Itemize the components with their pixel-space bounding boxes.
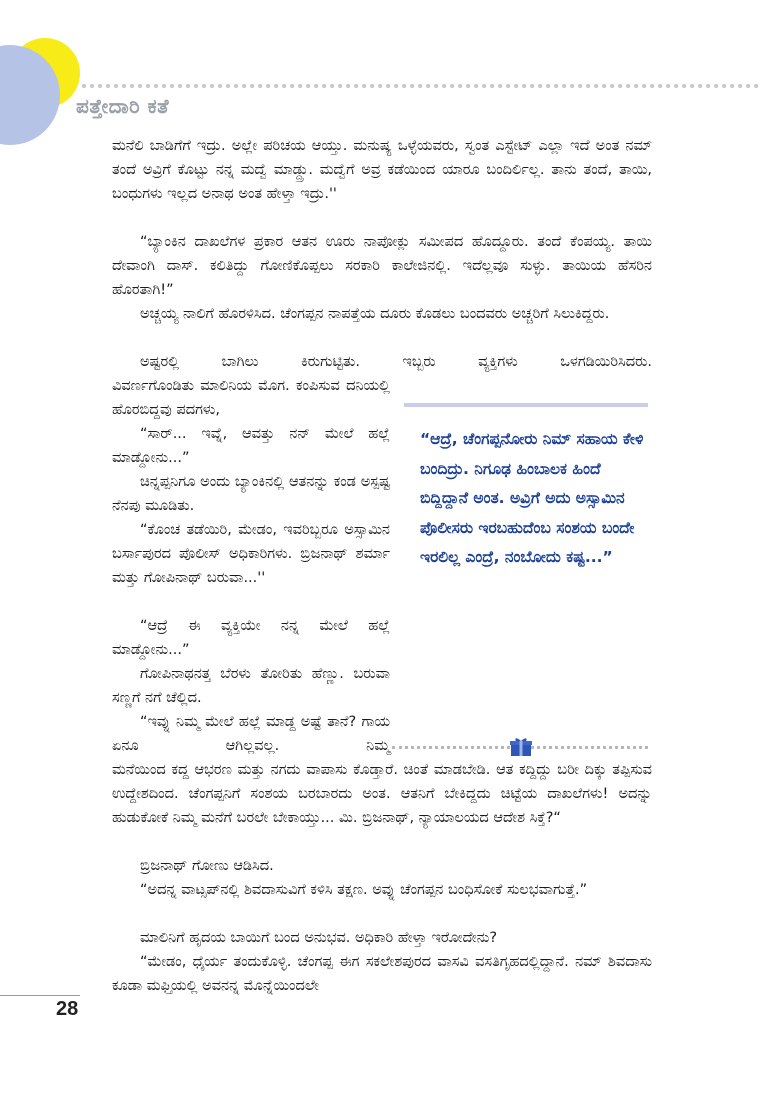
gift-icon [510, 737, 532, 757]
paragraph-6: “ಸಾರ್... ಇವ್ನೆ, ಆವತ್ತು ನನ್ ಮೇಲೆ ಹಲ್ಲೆ ಮಾಡ್ದೋನು...” [112, 426, 390, 466]
page-number: 28 [56, 998, 79, 1020]
paragraph-12: ಮನೆಯಿಂದ ಕದ್ದ ಆಭರಣ ಮತ್ತು ನಗದು ವಾಪಾಸು ಕೊಡ್ತಾರೆ. ಚಿಂತೆ ಮಾಡಬೇಡಿ. ಆತ ಕದ್ದಿದ್ದು ಬರೀ ದಿಕ್ಕು ತಪ್ಪಿಸುವ ಉದ್ದೇಶದಿಂದ. ಚೆಂಗಪ್ಪನಿಗೆ ಸಂಶಯ ಬರಬಾರದು ಅಂತ. ಆತನಿಗೆ ಬೇಕಿದ್ದದು ಚಿಟ್ಟೆಯ ದಾಖಲೆಗಳು! ಅದನ್ನು ಹುಡುಕೋಕೆ ನಿಮ್ಮ ಮನೆಗೆ ಬರಲೇ ಬೇಕಾಯ್ತು... ಮಿ. ಬ್ರಿಜನಾಥ್, ನ್ಯಾಯಾಲಯದ ಆದೇಶ ಸಿಕ್ತೆ?“ [112, 762, 652, 826]
pull-quote: “ಆದ್ರೆ, ಚೆಂಗಪ್ಪನೋರು ನಿಮ್ ಸಹಾಯ ಕೇಳಿ ಬಂದಿದ್ರು. ನಿಗೂಢ ಹಿಂಬಾಲಕ ಹಿಂದೆ ಬಿದ್ದಿದ್ದಾನೆ ಅಂತ. ಅವ್ರಿಗೆ ಅದು ಅಸ್ಸಾಮಿನ ಪೊಲೀಸರು ಇರಬಹುದೆಂಬ ಸಂಶಯ ಬಂದೇ ಇರಲಿಲ್ಲ ಎಂದ್ರೆ, ನಂಬೋದು ಕಷ್ಟ...” [420, 430, 644, 566]
paragraph-5: ವಿವರ್ಣಗೊಂಡಿತು ಮಾಲಿನಿಯ ಮೊಗ. ಕಂಪಿಸುವ ದನಿಯಲ್ಲಿ ಹೊರಬಿದ್ದವು ಪದಗಳು, [112, 378, 390, 418]
paragraph-10: ಗೋಪಿನಾಥನತ್ತ ಬೆರಳು ತೋರಿತು ಹೆಣ್ಣು. ಬರುವಾ ಸಣ್ಣಗೆ ನಗೆ ಚೆಲ್ಲಿದ. [112, 666, 390, 706]
paragraph-4: ಅಷ್ಟರಲ್ಲಿ ಬಾಗಿಲು ಕಿರುಗುಟ್ಟಿತು. ಇಬ್ಬರು ವ್ಯಕ್ತಿಗಳು ಒಳಗಡಿಯಿರಿಸಿದರು. [140, 354, 652, 370]
paragraph-2: “ಬ್ಯಾಂಕಿನ ದಾಖಲೆಗಳ ಪ್ರಕಾರ ಆತನ ಊರು ನಾಪೋಕ್ಲು ಸಮೀಪದ ಹೊದ್ದೂರು. ತಂದೆ ಕೆಂಪಯ್ಯ. ತಾಯಿ ದೇವಾಂಗಿ ದಾಸ್. ಕಲಿತಿದ್ದು ಗೋಣಿಕೊಪ್ಪಲು ಸರಕಾರಿ ಕಾಲೇಜಿನಲ್ಲಿ. ಇದೆಲ್ಲವೂ ಸುಳ್ಳು. ತಾಯಿಯ ಹೆಸರಿನ ಹೊರತಾಗಿ!” [112, 234, 652, 298]
paragraph-3: ಅಚ್ಚಯ್ಯ ನಾಲಿಗೆ ಹೊರಳಿಸಿದ. ಚೆಂಗಪ್ಪನ ನಾಪತ್ತೆಯ ದೂರು ಕೊಡಲು ಬಂದವರು ಅಚ್ಚರಿಗೆ ಸಿಲುಕಿದ್ದರು. [140, 306, 610, 322]
paragraph-15: ಮಾಲಿನಿಗೆ ಹೃದಯ ಬಾಯಿಗೆ ಬಂದ ಅನುಭವ. ಅಧಿಕಾರಿ ಹೇಳ್ತಾ ಇರೋದೇನು? [140, 930, 498, 946]
paragraph-11: “ಇವ್ನು ನಿಮ್ಮ ಮೇಲೆ ಹಲ್ಲೆ ಮಾಡ್ದ ಅಷ್ಟೆ ತಾನೆ? ಗಾಯ ಏನೂ ಆಗಿಲ್ಲವಲ್ಲ. ನಿಮ್ಮ [112, 714, 390, 754]
paragraph-8: “ಕೊಂಚ ತಡೆಯಿರಿ, ಮೇಡಂ, ಇವರಿಬ್ಬರೂ ಅಸ್ಸಾಮಿನ ಬರ್ಸಾಪುರದ ಪೊಲೀಸ್ ಅಧಿಕಾರಿಗಳು. ಬ್ರಿಜನಾಥ್ ಶರ್ಮಾ ಮತ್ತು ಗೋಪಿನಾಥ್ ಬರುವಾ...'' [112, 522, 390, 586]
paragraph-1: ಮನೆಲಿ ಬಾಡಿಗೆಗೆ ಇದ್ರು. ಅಲ್ಲೇ ಪರಿಚಯ ಆಯ್ತು. ಮನುಷ್ಯ ಒಳ್ಳೆಯವರು, ಸ್ವಂತ ಎಸ್ಟೇಟ್ ಎಲ್ಲಾ ಇದೆ ಅಂತ ನಮ್ ತಂದೆ ಅವ್ರಿಗೆ ಕೊಟ್ಟು ನನ್ನ ಮದ್ವೆ ಮಾಡ್ದ್ರು. ಮದ್ವೆಗೆ ಅವ್ರ ಕಡೆಯಿಂದ ಯಾರೂ ಬಂದಿರ್ಲಿಲ್ಲ. ತಾನು ತಂದೆ, ತಾಯಿ, ಬಂಧುಗಳು ಇಲ್ಲದ ಅನಾಥ ಅಂತ ಹೇಳ್ತಾ ಇದ್ರು.'' [112, 138, 652, 202]
pull-quote-top-rule [404, 403, 648, 407]
paragraph-13: ಬ್ರಿಜನಾಥ್ ಗೋಣು ಆಡಿಸಿದ. [140, 858, 274, 874]
footer-rule [0, 995, 80, 996]
paragraph-16: “ಮೇಡಂ, ಧೈರ್ಯ ತಂದುಕೊಳ್ಳಿ. ಚೆಂಗಪ್ಪ ಈಗ ಸಕಲೇಶಪುರದ ವಾಸವಿ ವಸತಿಗೃಹದಲ್ಲಿದ್ದಾನೆ. ನಮ್ ಶಿವದಾಸು ಕೂಡಾ ಮಫ್ತಿಯಲ್ಲಿ ಅವನನ್ನ ಮೊನ್ನೆಯಿಂದಲೇ [112, 954, 652, 994]
paragraph-14: “ಅದನ್ನ ವಾಟ್ಸಪ್‌ನಲ್ಲಿ ಶಿವದಾಸುವಿಗೆ ಕಳಿಸಿ ತಕ್ಷಣ. ಅವ್ನು ಚೆಂಗಪ್ಪನ ಬಂಧಿಸೋಕೆ ಸುಲಭವಾಗುತ್ತೆ.” [140, 882, 588, 898]
section-label: ಪತ್ತೇದಾರಿ ಕತೆ [76, 94, 170, 118]
header-dotted-rule [82, 84, 759, 88]
paragraph-7: ಚಿನ್ನಪ್ಪನಿಗೂ ಅಂದು ಬ್ಯಾಂಕಿನಲ್ಲಿ ಆತನನ್ನು ಕಂಡ ಅಸ್ಪಷ್ಟ ನೆನಪು ಮೂಡಿತು. [112, 474, 390, 514]
paragraph-9: “ಆದ್ರೆ ಈ ವ್ಯಕ್ತಿಯೇ ನನ್ನ ಮೇಲೆ ಹಲ್ಲೆ ಮಾಡ್ದೋನು...” [112, 618, 390, 658]
